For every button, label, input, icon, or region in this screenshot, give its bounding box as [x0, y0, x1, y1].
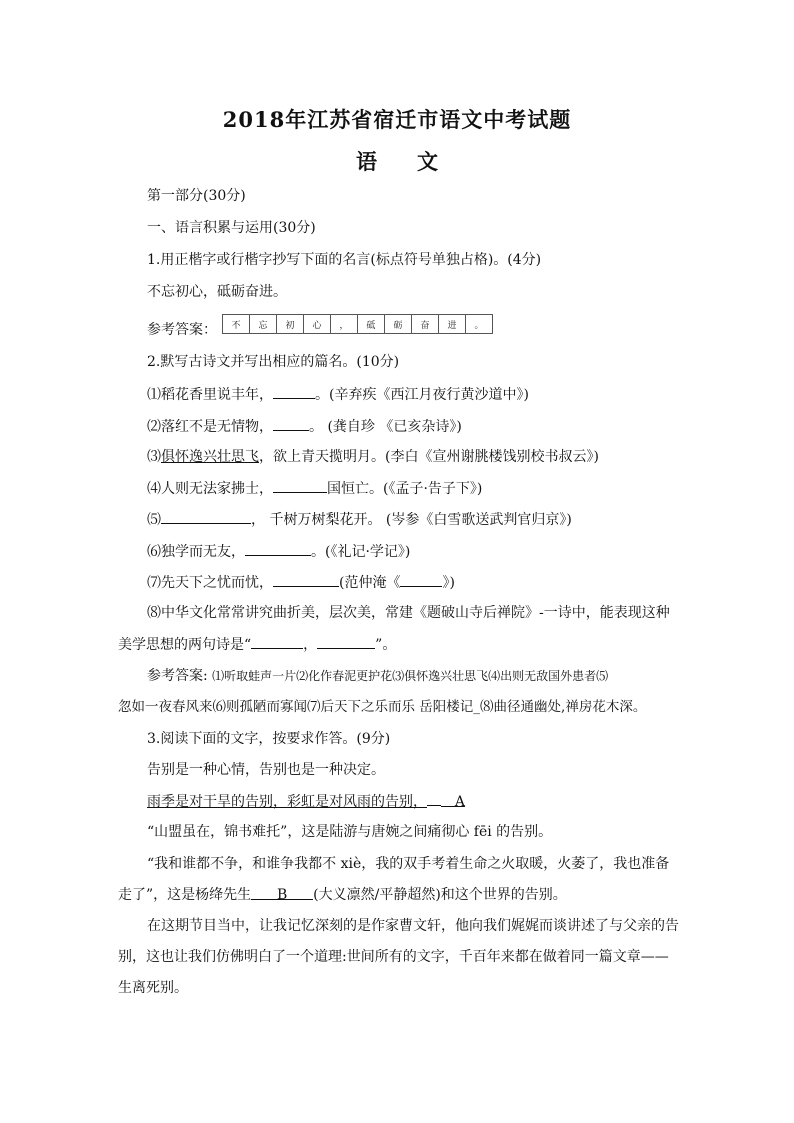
grid-cell: 心 — [304, 315, 331, 333]
passage-line-4: “我和谁都不争，和谁争我都不 xiè，我的双手考着生命之火取暖，火萎了，我也准备 — [147, 856, 670, 872]
q2-item-4: ⑷人则无法家拂士， 国恒亡。(《孟子·告子下》) — [147, 478, 687, 499]
grid-cell: 砥 — [358, 315, 385, 333]
answer-grid — [222, 314, 493, 334]
q2-item-7: ⑺先天下之忧而忧， (范仲淹《 》) — [147, 572, 687, 593]
grid-cell: ， — [331, 315, 358, 333]
passage-line-7: 别，这也让我们仿佛明白了一个道理:世间所有的文字，千百年来都在做着同一篇文章—— — [118, 949, 669, 965]
grid-cell: 。 — [474, 320, 484, 331]
q2-item-6: ⑹独学而无友， 。(《礼记·学记》) — [147, 541, 687, 562]
page-subtitle — [0, 146, 794, 176]
question-2: 2.默写古诗文并写出相应的篇名。(10分) — [147, 354, 400, 370]
question-1: 1.用正楷字或行楷字抄写下面的名言(标点符号单独占格)。(4分) — [147, 252, 542, 268]
passage-line-5: 走了”，这是杨绛先生 B (大义凛然/平静超然)和这个世界的告别。 — [118, 887, 567, 903]
grid-cell: 砺 — [385, 315, 412, 333]
passage-line-6: 在这期节目当中，让我记忆深刻的是作家曹文轩，他向我们娓娓而谈讲述了与父亲的告 — [147, 918, 679, 934]
part-heading: 第一部分(30分) — [147, 188, 246, 204]
grid-cell: 初 — [277, 315, 304, 333]
q2-item-2: ⑵落红不是无情物， 。 (龚自珍 《已亥杂诗》) — [147, 416, 687, 437]
grid-cell: 忘 — [250, 315, 277, 333]
q2-item-8-line-2: 美学思想的两句诗是“ ， ”。 — [118, 634, 658, 655]
grid-cell: 进 — [439, 315, 466, 333]
q2-item-8-line-1: ⑻中华文化常常讲究曲折美，层次美，常建《题破山寺后禅院》-一诗中，能表现这种 — [147, 605, 670, 621]
grid-cell: 不 — [223, 315, 250, 333]
grid-cell: 奋 — [412, 315, 439, 333]
section-heading: 一、语言积累与运用(30分) — [147, 220, 316, 236]
subject-char-1: 语 — [356, 149, 377, 174]
passage-line-2: 雨季是对干旱的告别，彩虹是对风雨的告别， A — [147, 791, 687, 812]
q2-item-3: ⑶俱怀逸兴壮思飞，欲上青天揽明月。(李白《宣州谢朓楼饯别校书叔云》) — [147, 449, 599, 465]
q2-answer-line-2: 忽如一夜春风来⑹则孤陋而寡闻⑺后天下之乐而乐 岳阳楼记_⑻曲径通幽处,禅房花木深。 — [118, 699, 647, 715]
page-title: 2018年江苏省宿迁市语文中考试题 — [222, 107, 572, 132]
q2-item-1: ⑴稻花香里说丰年， 。(辛弃疾《西江月夜行黄沙道中》) — [147, 384, 687, 405]
question-1-quote: 不忘初心，砥砺奋进。 — [147, 284, 287, 300]
subject-char-2: 文 — [417, 149, 438, 174]
question-1-answer-label: 参考答案： — [147, 322, 217, 338]
passage-line-1: 告别是一种心情，告别也是一种决定。 — [147, 762, 385, 778]
q2-item-5: ⑸ ， 千树万树梨花开。 (岑参《白雪歌送武判官归京》) — [147, 509, 687, 530]
q2-answer-line-1: 参考答案: ⑴听取蛙声一片⑵化作春泥更护花⑶俱怀逸兴壮思飞⑷出则无敌国外患者⑸ — [147, 668, 609, 684]
question-3: 3.阅读下面的文字，按要求作答。(9分) — [147, 731, 391, 747]
passage-line-8: 生离死别。 — [118, 980, 188, 996]
passage-line-3: “山盟虽在，锦书难托”，这是陆游与唐婉之间痛彻心 fēi 的告别。 — [147, 824, 553, 840]
